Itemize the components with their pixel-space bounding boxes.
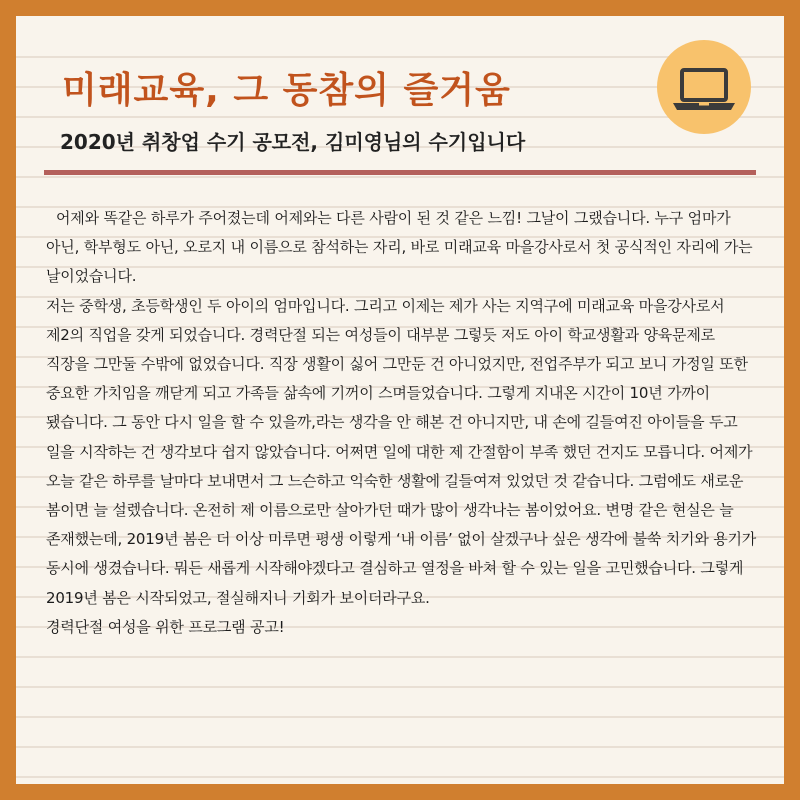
- paragraph-2: 저는 중학생, 초등학생인 두 아이의 엄마입니다. 그리고 이제는 제가 사는 지역구에 미래교육 마을강사로서 제2의 직업을 갖게 되었습니다. 경력단절 되는 여성들이 대부분 그렇듯 저도 아이 학교생활과 양육문제로 직장을 그만둘 수밖에 없었습니다. 직장 생활이 싫어 그만둔 건 아니었지만, 전업주부가 되고 보니 가정일 또한 중요한 가치임을 깨닫게 되고 가족들 삶속에 기꺼이 스며들었습니다. 그렇게 지내온 시간이 10년 가까이 됐습니다. 그 동안 다시 일을 할 수 있을까,라는 생각을 안 해본 건 아니지만, 내 손에 길들여진 아이들을 두고 일을 시작하는 건 생각보다 쉽지 않았습니다. 어쩌면 일에 대한 제 간절함이 부족 했던 건지도 모릅니다. 어제가 오늘 같은 하루를 날마다 보내면서 그 느슨하고 익숙한 생활에 길들여져 있었던 것 같습니다. 그럼에도 새로운 봄이면 늘 설렜습니다. 온전히 제 이름으로만 살아가던 때가 많이 생각나는 봄이었어요. 변명 같은 현실은 늘 존재했는데, 2019년 봄은 더 이상 미루면 평생 이렇게 ‘내 이름’ 없이 살겠구나 싶은 생각에 불쑥 치기와 용기가 동시에 생겼습니다. 뭐든 새롭게 시작해야겠다고 결심하고 열정을 바쳐 할 수 있는 일을 고민했습니다. 그렇게 2019년 봄은 시작되었고, 절실해지니 기회가 보이더라구요.: [46, 296, 757, 607]
- icon-badge: [657, 40, 751, 134]
- essay-body: [46, 204, 758, 642]
- paragraph-3: 경력단절 여성을 위한 프로그램 공고!: [46, 617, 285, 636]
- page-subtitle: 2020년 취창업 수기 공모전, 김미영님의 수기입니다: [60, 130, 526, 154]
- paragraph-1: 어제와 똑같은 하루가 주어졌는데 어제와는 다른 사람이 된 것 같은 느낌! 그날이 그랬습니다. 누구 엄마가 아닌, 학부형도 아닌, 오로지 내 이름으로 참석하는 자리, 바로 미래교육 마을강사로서 첫 공식적인 자리에 가는 날이었습니다.: [46, 209, 753, 286]
- laptop-icon: [657, 40, 751, 134]
- title-divider: [44, 170, 756, 175]
- letter-paper: [16, 16, 784, 784]
- page-title: 미래교육, 그 동참의 즐거움: [62, 70, 511, 111]
